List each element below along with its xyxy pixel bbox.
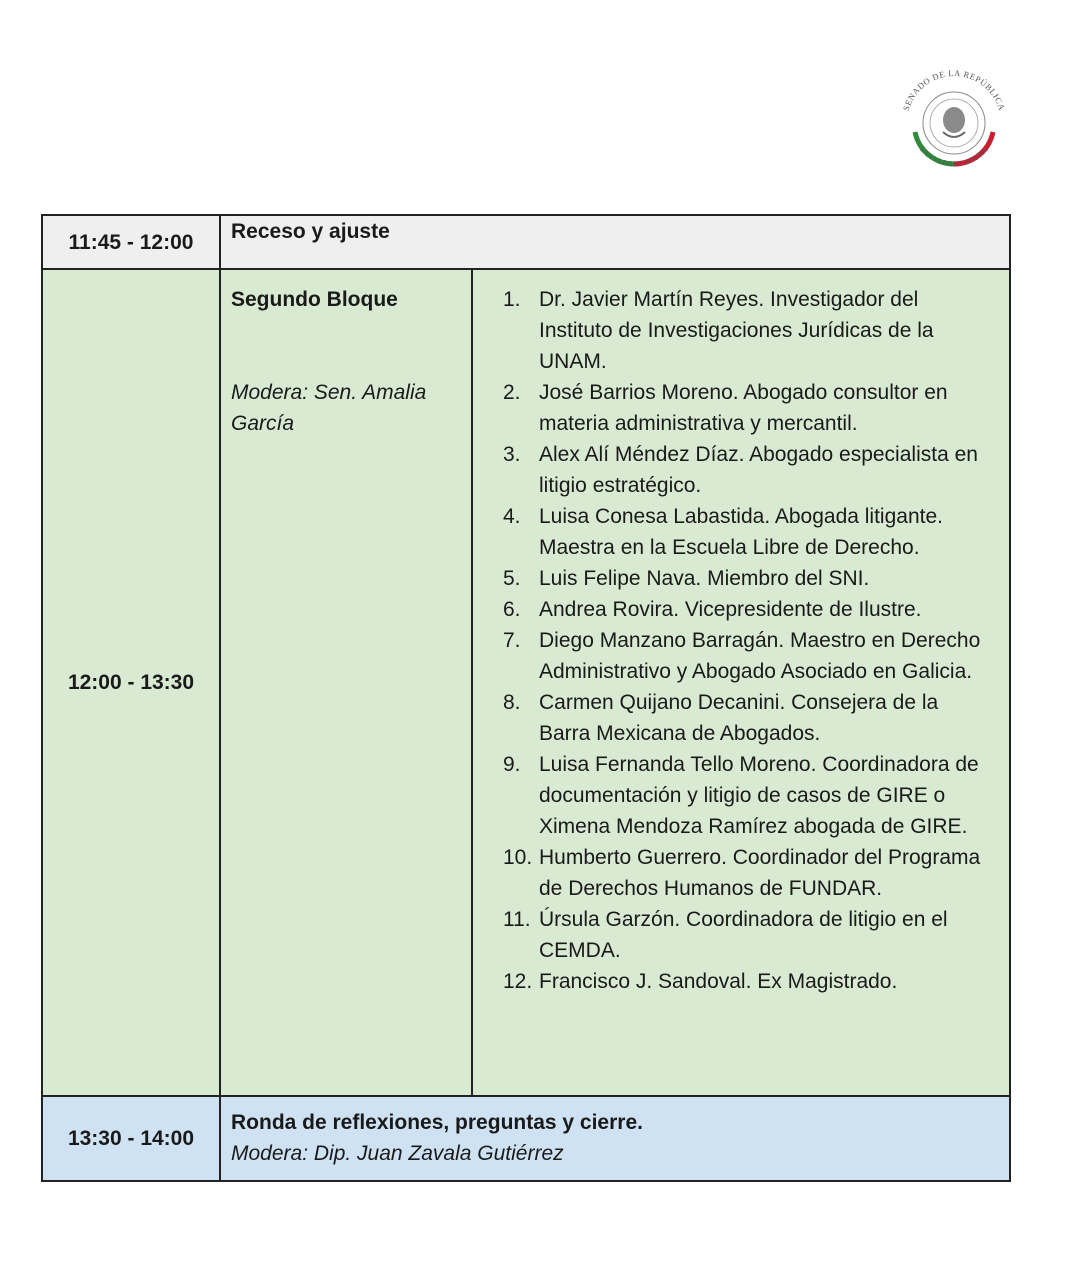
- list-number: 2.: [503, 381, 521, 404]
- speaker-text: Luis Felipe Nava. Miembro del SNI.: [539, 567, 870, 590]
- list-number: 8.: [503, 691, 521, 714]
- session-info-cell: [220, 1096, 1010, 1181]
- list-item: [483, 563, 999, 594]
- session-title: Ronda de reflexiones, preguntas y cierre.: [231, 1111, 643, 1134]
- list-item: [483, 904, 999, 966]
- list-item: [483, 594, 999, 625]
- list-item: [483, 377, 999, 439]
- time-cell: 12:00 - 13:30: [42, 269, 220, 1096]
- speaker-text: Carmen Quijano Decanini. Consejera de la Barra Mexicana de Abogados.: [539, 691, 939, 745]
- speaker-text: José Barrios Moreno. Abogado consultor en materia administrativa y mercantil.: [539, 381, 948, 435]
- speaker-text: Dr. Javier Martín Reyes. Investigador del Instituto de Investigaciones Jurídicas de la UNAM.: [539, 288, 934, 373]
- table-row: [42, 1096, 1010, 1181]
- speaker-text: Luisa Fernanda Tello Moreno. Coordinadora de documentación y litigio de casos de GIRE o Ximena Mendoza Ramírez abogada de GIRE.: [539, 753, 979, 838]
- senate-seal-logo: [893, 62, 1015, 184]
- time-cell: 13:30 - 14:00: [42, 1096, 220, 1181]
- svg-text:LXVI LEGISLATURA: LXVI LEGISLATURA: [918, 144, 990, 169]
- list-item: [483, 687, 999, 749]
- list-number: 4.: [503, 505, 521, 528]
- list-item: [483, 749, 999, 842]
- list-number: 12.: [503, 970, 533, 993]
- speaker-text: Úrsula Garzón. Coordinadora de litigio en el CEMDA.: [539, 908, 948, 962]
- list-number: 9.: [503, 753, 521, 776]
- speaker-text: Alex Alí Méndez Díaz. Abogado especialista en litigio estratégico.: [539, 443, 978, 497]
- agenda-table: [41, 214, 1011, 1182]
- speaker-text: Diego Manzano Barragán. Maestro en Derecho Administrativo y Abogado Asociado en Galicia.: [539, 629, 981, 683]
- table-row: [42, 269, 1010, 1096]
- speaker-text: Humberto Guerrero. Coordinador del Programa de Derechos Humanos de FUNDAR.: [539, 846, 981, 900]
- time-cell: 11:45 - 12:00: [42, 215, 220, 269]
- list-item: [483, 501, 999, 563]
- list-item: [483, 284, 999, 377]
- list-number: 7.: [503, 629, 521, 652]
- list-number: 10.: [503, 846, 533, 869]
- session-info-cell: [220, 269, 472, 1096]
- list-number: 3.: [503, 443, 521, 466]
- list-item: [483, 842, 999, 904]
- speaker-text: Francisco J. Sandoval. Ex Magistrado.: [539, 970, 898, 993]
- list-number: 11.: [503, 908, 531, 931]
- list-item: [483, 966, 999, 997]
- list-number: 1.: [503, 288, 521, 311]
- list-number: 5.: [503, 567, 521, 590]
- list-item: [483, 625, 999, 687]
- session-title: Receso y ajuste: [220, 215, 1010, 269]
- speaker-text: Andrea Rovira. Vicepresidente de Ilustre.: [539, 598, 922, 621]
- list-number: 6.: [503, 598, 521, 621]
- table-row: [42, 215, 1010, 269]
- speakers-cell: [472, 269, 1010, 1096]
- moderator-text: Modera: Sen. Amalia García: [231, 381, 427, 435]
- svg-text:SENADO DE LA REPÚBLICA: SENADO DE LA REPÚBLICA: [900, 67, 1008, 112]
- moderator-text: Modera: Dip. Juan Zavala Gutiérrez: [231, 1142, 564, 1165]
- list-item: [483, 439, 999, 501]
- session-title: Segundo Bloque: [231, 288, 398, 311]
- speaker-text: Luisa Conesa Labastida. Abogada litigante. Maestra en la Escuela Libre de Derecho.: [539, 505, 943, 559]
- speaker-list: [483, 270, 999, 997]
